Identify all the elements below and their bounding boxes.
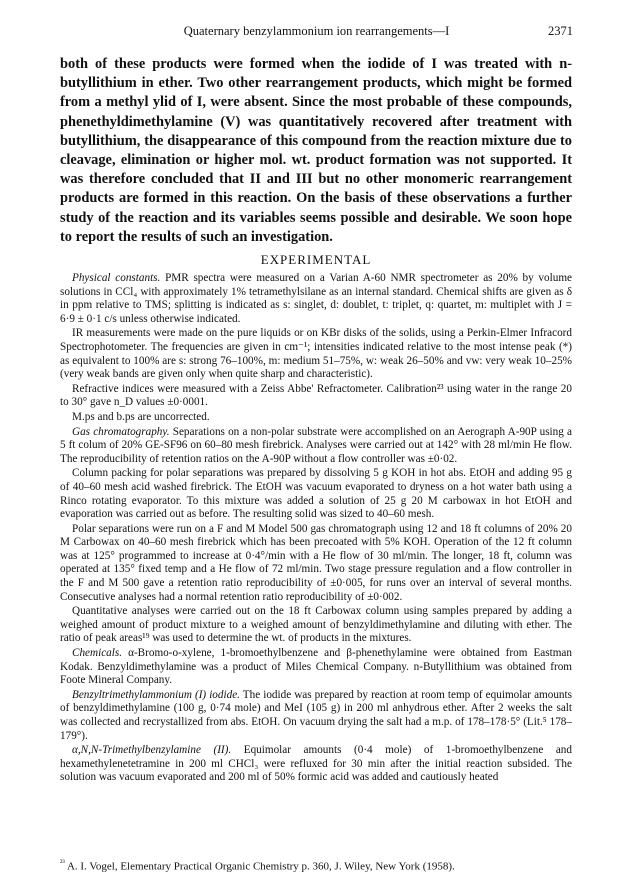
footnote-mark: ²³ — [60, 858, 65, 867]
section-title: EXPERIMENTAL — [260, 252, 372, 267]
paragraph-text: IR measurements were made on the pure liquids or on KBr disks of the solids, using a Perkin-Elmer Infracord Spectrophotometer. The frequencies are given in cm⁻¹; intensities indicated relative to the most intense peak (*) as equivalent to 100% are s: strong 76–100%, m: medium 51–75%, w: weak 26–50% and vw: very weak 10–25% (very weak bands are given only when quite sharp and characteristic). — [60, 327, 572, 381]
page-number: 2371 — [548, 24, 573, 38]
paragraph-lead: α,N,N-Trimethylbenzylamine (II). — [72, 744, 232, 757]
experimental-paragraph — [60, 605, 572, 646]
paragraph-lead: Gas chromatography. — [72, 425, 170, 438]
intro-text: both of these products were formed when the iodide of I was treated with n-butyllithium in ether. Two other rearrangement products, which might be formed from a methyl ylid of I, were absent. Since the most probable of these compounds, phenethyldimethylamine (V) was quantitatively recovered after treatment with butyllithium, the disappearance of this compound from the reaction mixture due to cleavage, elimination or higher mol. wt. product formation was not supported. It was therefore concluded that II and III but no other monomeric rearrangement products are formed in this reaction. On the basis of these observations a further study of the reaction and its variables seems possible and desirable. We soon hope to report the results of such an investigation. — [60, 56, 572, 245]
experimental-paragraph — [60, 689, 572, 743]
experimental-paragraph — [60, 467, 572, 521]
experimental-paragraph — [60, 272, 572, 326]
running-header — [60, 24, 573, 44]
paragraph-text: Polar separations were run on a F and M Model 500 gas chromatograph using 12 and 18 ft columns of 20% 20 M Carbowax on 40–60 mesh firebrick which has been precoated with 5% KOH. Operation of the 12 ft column was at 125° programmed to increase at 0·4°/min with a He flow of 30 ml/min. The longer, 18 ft, column was operated at 135° fixed temp and a He flow of 72 ml/min. Two stage pressure regulation and a flow controller in the F and M 500 gave a retention ratio reproducibility of ±0·005, for runs over an interval of several months. Consecutive analyses had a normal retention ratio reproducibility of ±0·002. — [60, 522, 572, 603]
paragraph-lead: Benzyltrimethylammonium (I) iodide. — [72, 688, 240, 701]
footnote — [60, 856, 572, 874]
experimental-paragraph — [60, 383, 572, 410]
paragraph-text: Equimolar amounts (0·4 mole) of 1-bromoethylbenzene and hexamethylenetetramine in 200 ml CHCl₃ were refluxed for 30 min after the initial reaction subsided. The solution was vacuum evaporated and 200 ml of 50% formic acid was added and cautiously heated — [60, 744, 572, 784]
paragraph-text: Refractive indices were measured with a Zeiss Abbe' Refractometer. Calibration²³ using water in the range 20 to 30° gave n_D values ±0·0001. — [60, 382, 572, 409]
paragraph-text: Quantitative analyses were carried out on the 18 ft Carbowax column using samples prepared by adding a weighed amount of product mixture to a weighed amount of benzyldimethylamine and diluting with ether. The ratio of peak areas¹⁹ was used to determine the wt. of products in the mixtures. — [60, 605, 572, 645]
paragraph-text: α-Bromo-o-xylene, 1-bromoethylbenzene and β-phenethylamine were obtained from Eastman Kodak. Benzyldimethylamine was a product of Miles Chemical Company. n-Butyllithium was obtained from Foote Mineral Company. — [60, 647, 572, 687]
experimental-paragraph — [60, 523, 572, 605]
intro-paragraph — [60, 55, 572, 247]
paragraph-lead: Chemicals. — [72, 647, 123, 660]
experimental-paragraph — [60, 744, 572, 785]
footnote-text: A. I. Vogel, Elementary Practical Organic Chemistry p. 360, J. Wiley, New York (1958). — [64, 860, 455, 873]
paragraph-text: Column packing for polar separations was prepared by dissolving 5 g KOH in hot abs. EtOH and adding 95 g of 40–60 mesh acid washed firebrick. The EtOH was vacuum evaporated to dryness on a hot water bath using a Rinco rotating evaporator. To this mixture was added a solution of 25 g 20 M carbowax in hot EtOH and evaporation was carried out as before. The resulting solid was sized to 40–60 mesh. — [60, 467, 572, 521]
running-title: Quaternary benzylammonium ion rearrangements—I — [183, 24, 450, 38]
paragraph-text: M.ps and b.ps are uncorrected. — [72, 410, 210, 423]
experimental-paragraph — [60, 426, 572, 467]
experimental-paragraph — [60, 647, 572, 688]
experimental-paragraph — [60, 327, 572, 381]
paragraph-text: Separations on a non-polar substrate were accomplished on an Aerograph A-90P using a 5 ft colum of 20% GE-SF96 on 60–80 mesh firebrick. Analyses were carried out at 142° with 28 ml/min He flow. The reproducibility of retention ratios on the A-90P without a flow controller was ±0·02. — [60, 425, 572, 465]
paragraph-lead: Physical constants. — [72, 272, 161, 284]
paragraph-text: PMR spectra were measured on a Varian A-60 NMR spectrometer as 20% by volume solutions in CCl₄ with approximately 1% tetramethylsilane as an internal standard. Chemical shifts are given as δ in ppm relative to TMS; splitting is indicated as s: singlet, d: doublet, t: triplet, q: quartet, m: multiplet with J = 6·9 ± 0·1 c/s unless otherwise indicated. — [60, 272, 572, 325]
experimental-paragraph — [60, 411, 572, 425]
experimental-body — [60, 272, 572, 786]
paragraph-text: The iodide was prepared by reaction at room temp of equimolar amounts of benzyldimethylamine (100 g, 0·74 mole) and MeI (105 g) in 200 ml anhydrous ether. After 2 weeks the salt was collected and recrystallized from abs. EtOH. On vacuum drying the salt had a m.p. of 178–178·5° (Lit.⁵ 178–179°). — [60, 688, 572, 742]
